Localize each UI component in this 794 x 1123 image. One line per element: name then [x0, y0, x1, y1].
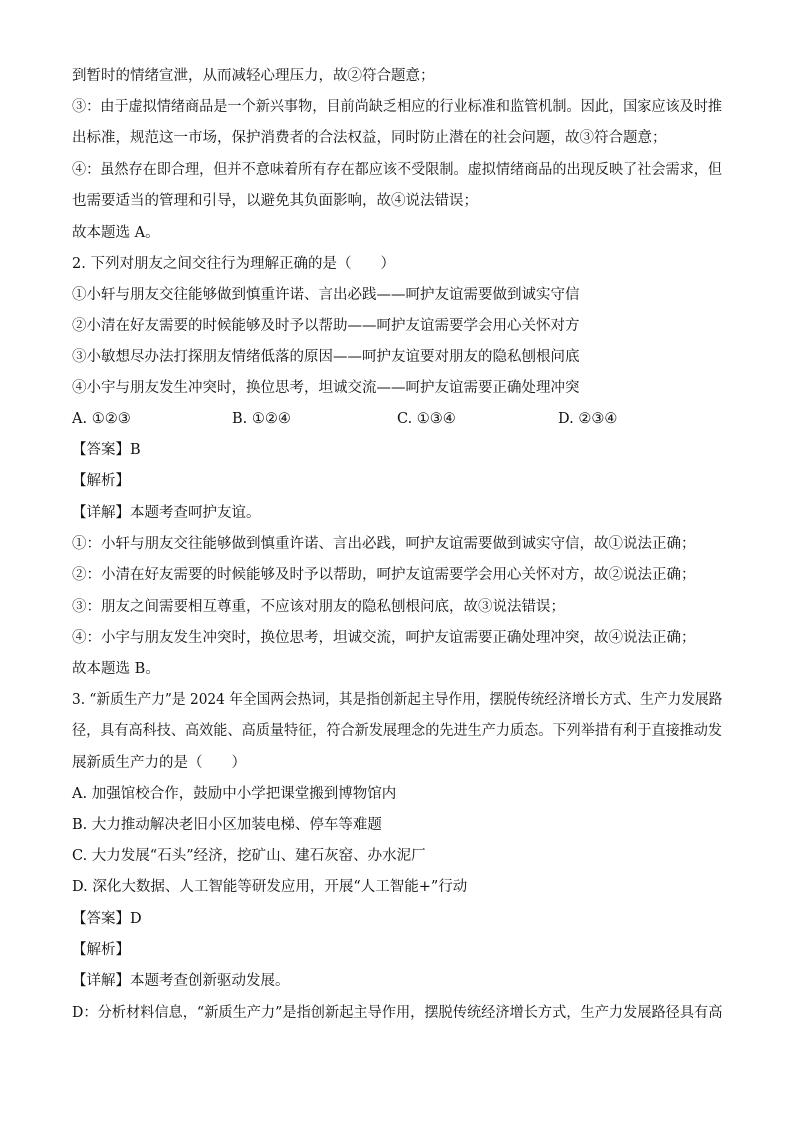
statement-line: ①小轩与朋友交往能够做到慎重许诺、言出必践——呵护友谊需要做到诚实守信 [72, 287, 580, 303]
text-line: 故本题选 B。 [72, 661, 160, 677]
text-line: ①：小轩与朋友交往能够做到慎重许诺、言出必践，呵护友谊需要做到诚实守信，故①说法正确； [72, 536, 696, 552]
analysis-heading: 【解析】 [72, 942, 130, 958]
answer-options [72, 409, 732, 429]
option-a: A. ①②③ [72, 411, 131, 427]
question-title: 2. 下列对朋友之间交往行为理解正确的是（ ） [72, 256, 395, 272]
answer-line: 【答案】D [72, 911, 142, 927]
text-line: ③：由于虚拟情绪商品是一个新兴事物，目前尚缺乏相应的行业标准和监管机制。因此，国家应该及时推 [72, 99, 722, 115]
detail-line: 【详解】本题考查呵护友谊。 [72, 505, 261, 521]
text-line: 径，具有高科技、高效能、高质量特征，符合新发展理念的先进生产力质态。下列举措有利于直接推动发 [72, 723, 722, 739]
option-d: D. ②③④ [558, 411, 618, 427]
text-line: ④：小宇与朋友发生冲突时，换位思考，坦诚交流，呵护友谊需要正确处理冲突，故④说法正确； [72, 630, 696, 646]
option-b: B. 大力推动解决老旧小区加装电梯、停车等难题 [72, 817, 382, 833]
text-line: 出标准，规范这一市场，保护消费者的合法权益，同时防止潜在的社会问题，故③符合题意； [72, 130, 667, 146]
text-line: 到暂时的情绪宣泄，从而减轻心理压力，故②符合题意； [72, 68, 435, 84]
analysis-heading: 【解析】 [72, 473, 130, 489]
text-line: 也需要适当的管理和引导，以避免其负面影响，故④说法错误； [72, 193, 478, 209]
statement-line: ④小宇与朋友发生冲突时，换位思考，坦诚交流——呵护友谊需要正确处理冲突 [72, 380, 580, 396]
answer-line: 【答案】B [72, 442, 141, 458]
statement-line: ③小敏想尽办法打探朋友情绪低落的原因——呵护友谊要对朋友的隐私刨根问底 [72, 349, 580, 365]
text-line: ④：虽然存在即合理，但并不意味着所有存在都应该不受限制。虚拟情绪商品的出现反映了社会需求，但 [72, 162, 722, 178]
detail-line: 【详解】本题考查创新驱动发展。 [72, 973, 290, 989]
text-line: 故本题选 A。 [72, 225, 160, 241]
text-line: D：分析材料信息，“新质生产力”是指创新起主导作用，摆脱传统经济增长方式，生产力发展路径具有高 [72, 1005, 723, 1021]
option-a: A. 加强馆校合作，鼓励中小学把课堂搬到博物馆内 [72, 786, 397, 802]
question-title: 3. “新质生产力”是 2024 年全国两会热词，其是指创新起主导作用，摆脱传统经济增长方式、生产力发展路 [72, 692, 723, 708]
option-d: D. 深化大数据、人工智能等研发应用，开展“人工智能+”行动 [72, 879, 468, 895]
option-c: C. 大力发展“石头”经济，挖矿山、建石灰窑、办水泥厂 [72, 848, 426, 864]
text-line: 展新质生产力的是（ ） [72, 755, 246, 771]
option-b: B. ①②④ [232, 411, 291, 427]
statement-line: ②小清在好友需要的时候能够及时予以帮助——呵护友谊需要学会用心关怀对方 [72, 318, 580, 334]
option-c: C. ①③④ [397, 411, 456, 427]
text-line: ②：小清在好友需要的时候能够及时予以帮助，呵护友谊需要学会用心关怀对方，故②说法正确； [72, 567, 696, 583]
text-line: ③：朋友之间需要相互尊重，不应该对朋友的隐私刨根问底，故③说法错误； [72, 599, 565, 615]
